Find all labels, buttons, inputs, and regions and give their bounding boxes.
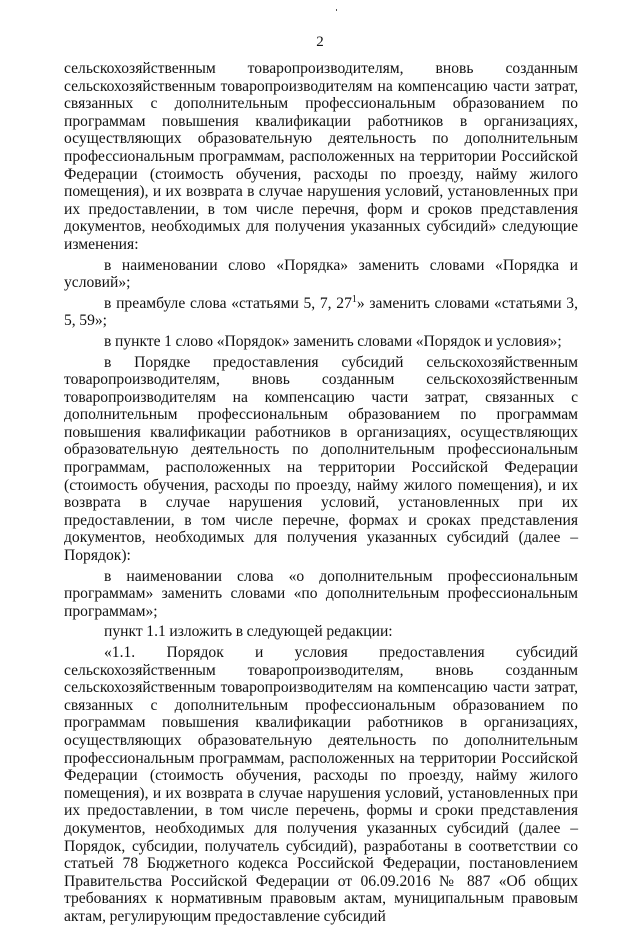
article-superscript: 1 [351,293,357,305]
paragraph-point-1-1-intro: пункт 1.1 изложить в следующей редакции: [104,623,393,641]
paragraph-title-change: в наименовании слово «Порядка» заменить словами «Порядка и условий»; [64,256,578,292]
paragraph-point-1-change: в пункте 1 слово «Порядок» заменить словами «Порядок и условия»; [104,332,562,350]
paragraph-continuation: сельскохозяйственным товаропроизводителям, вновь созданным сельскохозяйственным товаропроизводителям на компенсацию части затрат, связанных с дополнительным профессиональным образованием по программам повышения квалификации работников в организациях, осуществляющих образовательную деятельность по дополнительным профессиональным программам, расположенных на территории Российской Федерации (стоимость обучения, расходы по проезду, найму жилого помещения), и их возврата в случае нарушения условий, установленных при их предоставлении, в том числе перечня, форм и сроков представления документов, необходимых для получения указанных субсидий» следующие изменения: [64,60,578,253]
scan-speck [336,9,337,11]
paragraph-procedure-title-change: в наименовании слова «о дополнительным профессиональным программам» заменить словами «по дополнительным профессиональным программам»; [64,567,578,620]
paragraph-point-1-1-text: «1.1. Порядок и условия предоставления субсидий сельскохозяйственным товаропроизводителям, вновь созданным сельскохозяйственным товаропроизводителям на компенсацию части затрат, связанных с дополнительным профессиональным образованием по программам повышения квалификации работников в организациях, осуществляющих образовательную деятельность по дополнительным профессиональным программам, расположенных на территории Российской Федерации (стоимость обучения, расходы по проезду, найму жилого помещения), и их возврата в случае нарушения условий, установленных при их предоставлении, в том числе перечень, формы и сроки представления документов, необходимых для получения указанных субсидий (далее – Порядок, субсидии, получатель субсидий), разработаны в соответствии со статьей 78 Бюджетного кодекса Российской Федерации, постановлением Правительства Российской Федерации от 06.09.2016 № 887 «Об общих требованиях к нормативным правовым актам, муниципальным правовым актам, регулирующим предоставление субсидий [64,644,578,925]
preamble-text-before: в преамбуле слова «статьями 5, 7, 27 [104,294,352,312]
document-body [64,60,578,926]
page-number: 2 [316,34,324,50]
paragraph-preamble-change [64,295,578,330]
paragraph-procedure-changes: в Порядке предоставления субсидий сельскохозяйственным товаропроизводителям, вновь созданным сельскохозяйственным товаропроизводителям на компенсацию части затрат, связанных с дополнительным профессиональным образованием по программам повышения квалификации работников в организациях, осуществляющих образовательную деятельность по дополнительным профессиональным программам, расположенных на территории Российской Федерации (стоимость обучения, расходы по проезду, найму жилого помещения), и их возврата в случае нарушения условий, установленных при их предоставлении, в том числе перечне, формах и сроках представления документов, необходимых для получения указанных субсидий (далее – Порядок): [64,353,578,565]
preamble-text-after: » заменить словами «статьями 3, 5, 59»; [64,294,578,330]
